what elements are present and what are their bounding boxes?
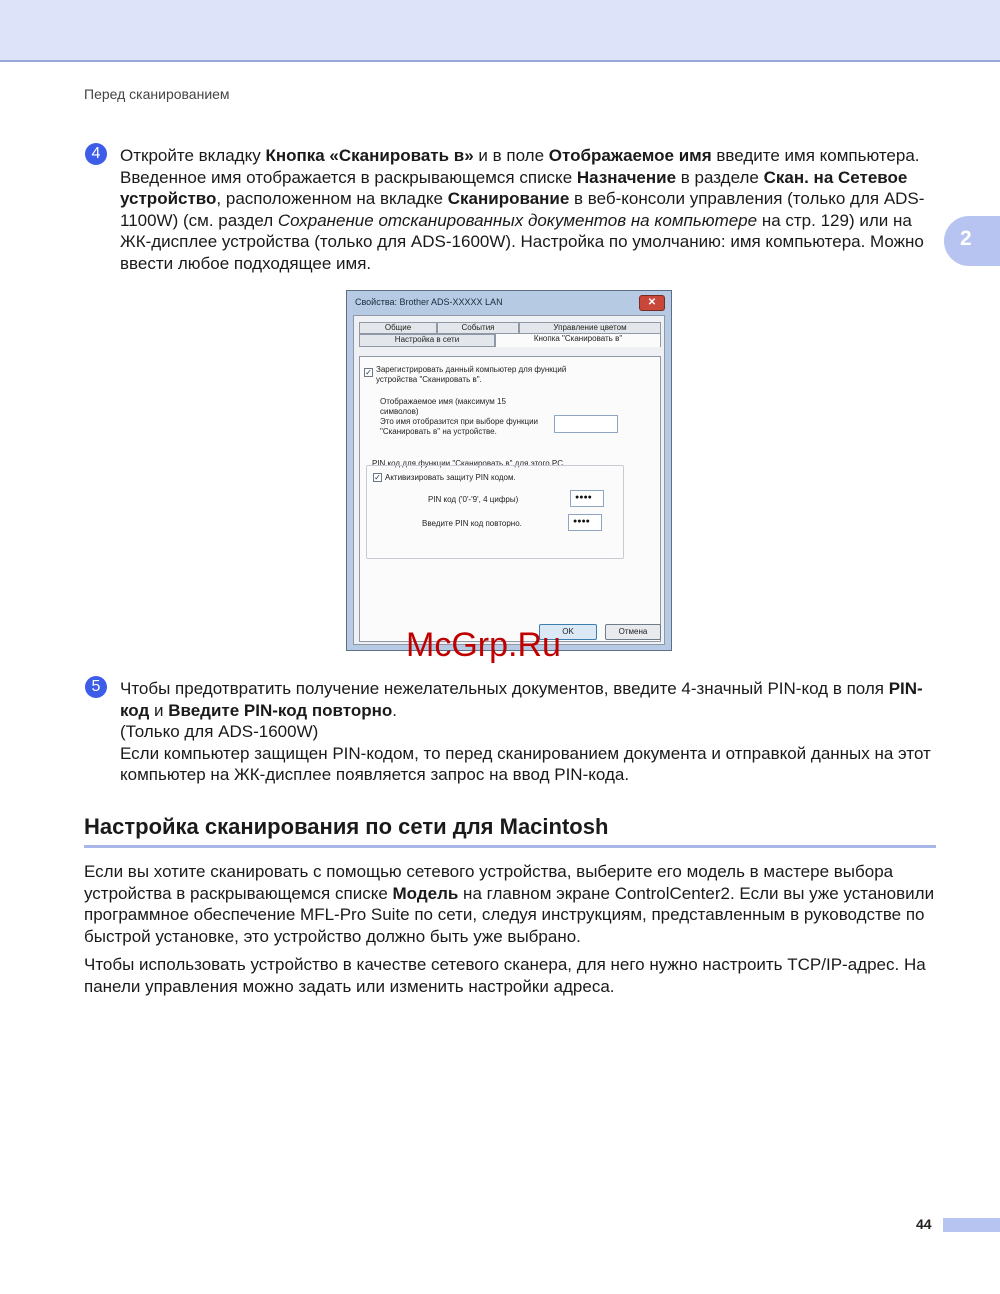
display-name-label: Отображаемое имя (максимум 15 символов) bbox=[380, 397, 506, 416]
register-label: Зарегистрировать данный компьютер для функций устройства "Сканировать в". bbox=[376, 365, 567, 384]
page-number: 44 bbox=[916, 1216, 932, 1232]
step-5-note: (Только для ADS-1600W) bbox=[120, 722, 319, 741]
watermark: McGrp.Ru bbox=[406, 626, 561, 664]
dialog-title: Свойства: Brother ADS-XXXXX LAN bbox=[355, 297, 503, 307]
section-heading: Настройка сканирования по сети для Macintosh bbox=[84, 814, 609, 839]
step-5-text: Чтобы предотвратить получение нежелательных документов, введите 4-значный PIN-код в поля PIN-код и Введите PIN-код повторно. (Только для ADS-1600W) Если компьютер защищен PIN-кодом, то перед сканированием документа и отправкой данных на этот компьютер на ЖК-дисплее появляется запрос на ввод PIN-кода. bbox=[120, 678, 936, 786]
properties-dialog bbox=[346, 290, 672, 651]
step-4-text: Откройте вкладку Кнопка «Сканировать в» и в поле Отображаемое имя введите имя компьютера. Введенное имя отображается в раскрывающемся списке Назначение в разделе Скан. на Сетевое устройство, расположенном на вкладке Сканирование в веб-консоли управления (только для ADS-1100W) (см. раздел Сохранение отсканированных документов на компьютере на стр. 129) или на ЖК-дисплее устройства (только для ADS-1600W). Настройка по умолчанию: имя компьютера. Можно ввести любое подходящее имя. bbox=[120, 146, 925, 273]
tab-general[interactable]: Общие bbox=[359, 322, 437, 334]
cancel-button[interactable]: Отмена bbox=[605, 624, 661, 640]
tab-network-settings[interactable]: Настройка в сети bbox=[359, 334, 495, 347]
pin-input[interactable]: ●●●● bbox=[570, 490, 604, 507]
pin-repeat-input[interactable]: ●●●● bbox=[568, 514, 602, 531]
step-5-detail: Если компьютер защищен PIN-кодом, то перед сканированием документа и отправкой данных на этот компьютер на ЖК-дисплее появляется запрос на ввод PIN-кода. bbox=[120, 743, 931, 784]
dialog-body bbox=[353, 315, 665, 645]
tab-scan-to-button[interactable]: Кнопка "Сканировать в" bbox=[495, 333, 661, 347]
register-checkbox[interactable]: ✓ bbox=[365, 368, 372, 377]
close-icon[interactable]: ✕ bbox=[639, 295, 665, 311]
step-5-badge: 5 bbox=[85, 676, 107, 698]
pin-label: PIN код ('0'-'9', 4 цифры) bbox=[428, 495, 519, 504]
section-divider bbox=[84, 845, 936, 848]
header-band bbox=[0, 0, 1000, 62]
display-name-input[interactable] bbox=[554, 415, 618, 433]
pin-group-label: PIN код для функции "Сканировать в" для этого PC. bbox=[372, 459, 566, 468]
chapter-number: 2 bbox=[960, 227, 972, 250]
step-4-badge: 4 bbox=[85, 143, 107, 165]
section-paragraph-1: Если вы хотите сканировать с помощью сетевого устройства, выберите его модель в мастере выбора устройства в раскрывающемся списке Модель на главном экране ControlCenter2. Если вы уже установили программное обеспечение MFL-Pro Suite по сети, следуя инструкциям, представленным в руководстве по быстрой установке, это устройство должно быть уже выбрано. bbox=[84, 862, 935, 946]
scan-to-panel bbox=[359, 356, 661, 642]
display-name-hint: Это имя отобразится при выборе функции "Сканировать в" на устройстве. bbox=[380, 417, 539, 436]
tab-events[interactable]: События bbox=[437, 322, 519, 334]
pin-enable-checkbox[interactable]: ✓ bbox=[374, 473, 381, 482]
section-paragraph-2: Чтобы использовать устройство в качестве сетевого сканера, для него нужно настроить TCP/IP-адрес. На панели управления можно задать или изменить настройки адреса. bbox=[84, 955, 926, 996]
pin-repeat-label: Введите PIN код повторно. bbox=[422, 519, 522, 528]
page-number-bar bbox=[943, 1218, 1000, 1232]
tab-color-management[interactable]: Управление цветом bbox=[519, 322, 661, 334]
running-title: Перед сканированием bbox=[84, 86, 230, 102]
chapter-tab bbox=[944, 216, 1000, 266]
ok-button[interactable]: OK bbox=[539, 624, 597, 640]
pin-enable-label: Активизировать защиту PIN кодом. bbox=[385, 473, 516, 482]
